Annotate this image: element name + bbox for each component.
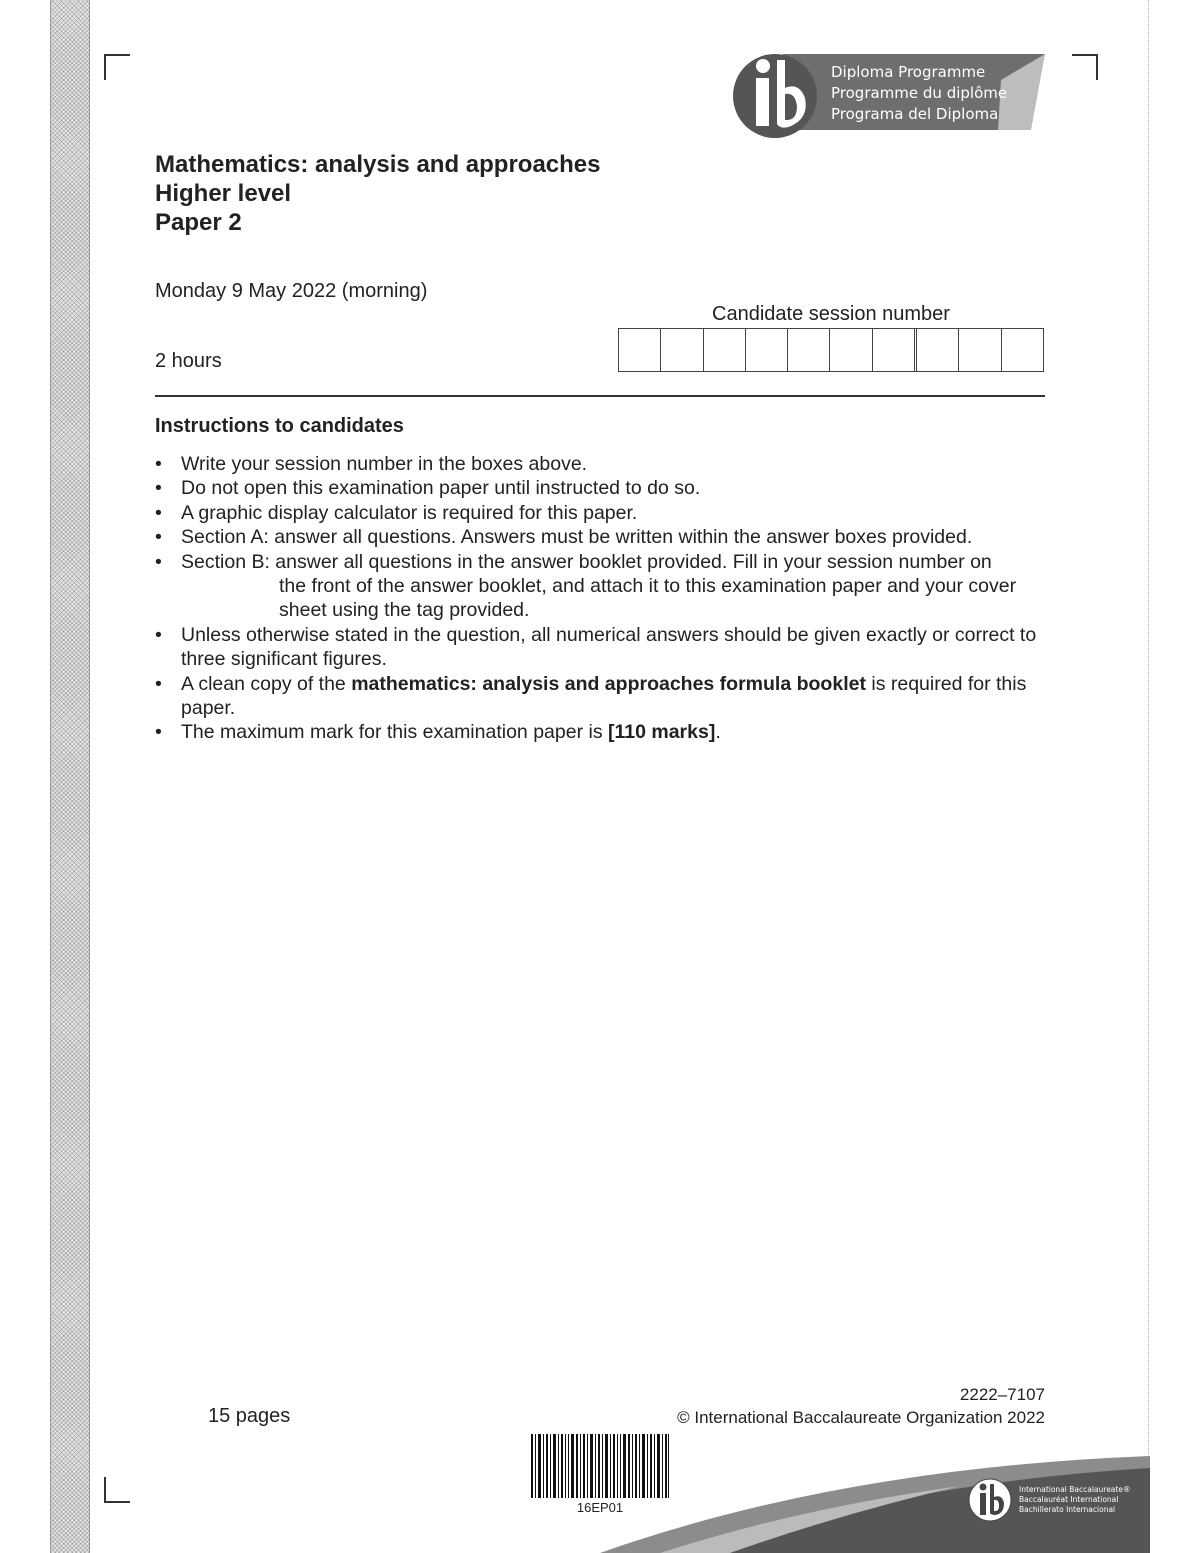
exam-duration: 2 hours — [155, 350, 222, 372]
session-digit-box[interactable] — [661, 329, 703, 371]
session-digit-box[interactable] — [746, 329, 788, 371]
instruction-item — [155, 623, 1050, 672]
ib-diploma-logo — [733, 52, 1053, 142]
footer-logo-text — [1019, 1485, 1130, 1515]
instruction-item — [155, 525, 1050, 549]
instruction-item — [155, 476, 1050, 500]
exam-title — [155, 150, 601, 237]
instruction-text: A clean copy of the — [181, 672, 352, 695]
instruction-item — [155, 672, 1050, 721]
crop-mark-top-right — [1072, 54, 1098, 80]
instruction-text: Do not open this examination paper until instructed to do so. — [181, 477, 701, 500]
page-edge — [1148, 0, 1149, 1553]
ib-footer-logo-icon — [968, 1478, 1012, 1522]
session-digit-box[interactable] — [1002, 329, 1043, 371]
logo-text-line-1: Diploma Programme — [831, 63, 986, 81]
instruction-text: Section B: answer all questions in the answer booklet provided. Fill in your session number on — [181, 550, 992, 573]
max-marks-emphasis: [110 marks] — [607, 721, 716, 744]
exam-date: Monday 9 May 2022 (morning) — [155, 280, 428, 302]
crop-mark-bottom-left — [104, 1477, 130, 1503]
instructions-list — [155, 452, 1050, 745]
crop-mark-top-left — [104, 54, 130, 80]
instructions-heading: Instructions to candidates — [155, 415, 404, 437]
paper-title: Paper 2 — [155, 209, 242, 236]
logo-text-line-2: Programme du diplôme — [831, 84, 1008, 102]
subject-title: Mathematics: analysis and approaches — [155, 151, 601, 178]
session-digit-box[interactable] — [830, 329, 872, 371]
paper-code: 2222–7107 — [959, 1385, 1045, 1404]
session-digit-box[interactable] — [788, 329, 830, 371]
binding-strip — [50, 0, 90, 1553]
candidate-session-boxes — [618, 328, 1044, 372]
footer-logo-line-3: Bachillerato Internacional — [1019, 1505, 1116, 1514]
instruction-item — [155, 550, 1050, 623]
level-title: Higher level — [155, 180, 292, 207]
candidate-session-label: Candidate session number — [712, 303, 950, 325]
instruction-item — [155, 452, 1050, 476]
instruction-text: is required for this paper. — [181, 672, 1027, 720]
footer-logo-line-1: International Baccalaureate® — [1019, 1485, 1131, 1494]
session-digit-box[interactable] — [959, 329, 1001, 371]
session-digit-box[interactable] — [873, 329, 917, 371]
session-digit-box[interactable] — [917, 329, 959, 371]
instruction-text-continued: the front of the answer booklet, and attach it to this examination paper and your cover sheet using the tag provided. — [279, 575, 1017, 622]
header-divider — [155, 395, 1045, 397]
instruction-text: . — [715, 721, 721, 744]
instruction-text: The maximum mark for this examination paper is — [181, 721, 608, 744]
page-count: 15 pages — [208, 1405, 291, 1427]
instruction-text: Section A: answer all questions. Answers must be written within the answer boxes provided. — [181, 526, 973, 549]
session-digit-box[interactable] — [704, 329, 746, 371]
instruction-text: Unless otherwise stated in the question, all numerical answers should be given exactly or correct to three significant figures. — [181, 623, 1037, 671]
footer-logo-line-2: Baccalauréat International — [1019, 1495, 1119, 1504]
logo-text-line-3: Programa del Diploma — [831, 105, 999, 123]
instruction-item — [155, 720, 1050, 744]
formula-booklet-emphasis: mathematics: analysis and approaches formula booklet — [351, 672, 866, 695]
instruction-text: A graphic display calculator is required for this paper. — [181, 501, 638, 524]
barcode-label: 16EP01 — [576, 1500, 624, 1515]
copyright-notice: © International Baccalaureate Organization 2022 — [677, 1408, 1045, 1427]
instruction-item — [155, 501, 1050, 525]
session-digit-box[interactable] — [619, 329, 661, 371]
instruction-text: Write your session number in the boxes above. — [181, 453, 588, 475]
